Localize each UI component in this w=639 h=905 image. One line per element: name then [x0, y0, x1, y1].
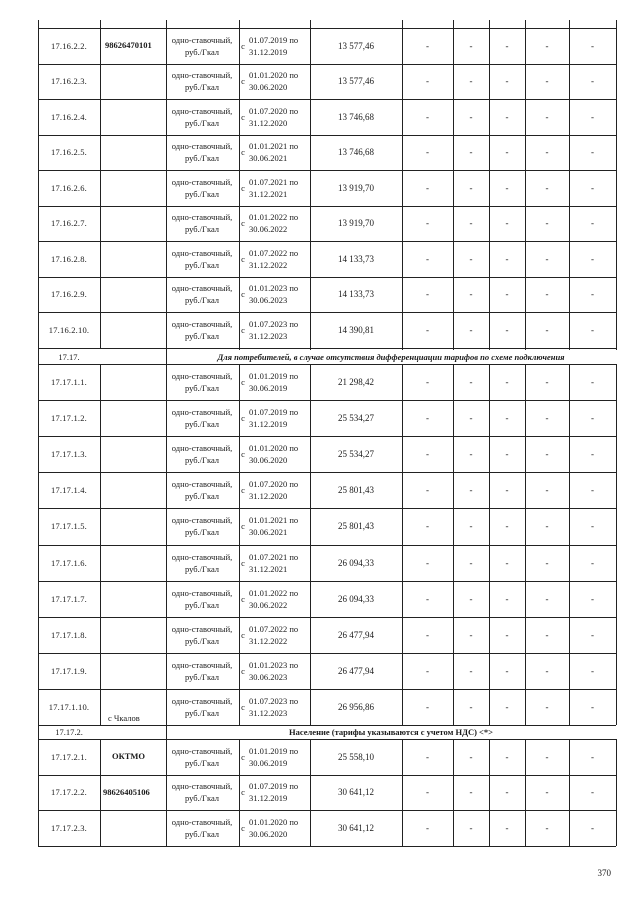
tariff-value: 26 477,94 [338, 629, 374, 640]
dash-cell: - [505, 218, 509, 229]
dash-cell: - [426, 787, 429, 798]
validity-period [239, 170, 310, 206]
row-number: 17.16.2.9. [51, 289, 87, 300]
dash-cell: - [469, 787, 473, 798]
page-number: 370 [597, 868, 611, 878]
dash-cell: - [505, 787, 509, 798]
dash-cell: - [591, 593, 594, 604]
validity-period [239, 545, 310, 581]
table-row [38, 545, 616, 581]
period-prefix: с [241, 218, 245, 229]
period-prefix: с [241, 665, 245, 676]
table-row [38, 689, 616, 725]
dash-cell: - [426, 218, 429, 229]
period-dates: 01.01.2020 по 30.06.2020 [249, 816, 299, 839]
dash-cell: - [545, 111, 549, 122]
dash-cell: - [591, 485, 594, 496]
table-row [38, 312, 616, 348]
tariff-type: одно-ставочный, руб./Гкал [171, 318, 233, 341]
dash-cell: - [426, 449, 429, 460]
dash-cell: - [591, 822, 594, 833]
grid-hline [38, 348, 616, 349]
dash-cell: - [591, 253, 594, 264]
tariff-value: 30 641,12 [338, 787, 374, 798]
dash-cell: - [469, 40, 473, 51]
dash-cell: - [545, 324, 549, 335]
tariff-value: 25 558,10 [338, 751, 374, 762]
grid-hline [38, 846, 616, 847]
dash-cell: - [505, 485, 509, 496]
tariff-type: одно-ставочный, руб./Гкал [171, 70, 233, 93]
dash-cell: - [426, 182, 429, 193]
period-prefix: с [241, 822, 245, 833]
validity-period [239, 364, 310, 400]
tariff-value: 21 298,42 [338, 377, 374, 388]
period-dates: 01.01.2023 по 30.06.2023 [249, 659, 299, 682]
dash-cell: - [591, 289, 594, 300]
period-dates: 01.01.2022 по 30.06.2022 [249, 212, 299, 235]
tariff-type: одно-ставочный, руб./Гкал [171, 34, 233, 57]
dash-cell: - [591, 521, 594, 532]
dash-cell: - [545, 377, 549, 388]
period-prefix: с [241, 521, 245, 532]
dash-cell: - [591, 324, 594, 335]
tariff-type: одно-ставочный, руб./Гкал [171, 176, 233, 199]
dash-cell: - [545, 147, 549, 158]
table-row [38, 64, 616, 100]
dash-cell: - [426, 629, 429, 640]
dash-cell: - [545, 521, 549, 532]
tariff-type: одно-ставочный, руб./Гкал [171, 587, 233, 610]
period-prefix: с [241, 147, 245, 158]
dash-cell: - [591, 218, 594, 229]
table-row [38, 508, 616, 544]
dash-cell: - [545, 593, 549, 604]
row-number: 17.17.1.4. [51, 485, 87, 496]
row-number: 17.17.1.2. [51, 413, 87, 424]
period-prefix: с [241, 787, 245, 798]
dash-cell: - [469, 413, 473, 424]
period-dates: 01.07.2022 по 31.12.2022 [249, 623, 299, 646]
row-number: 17.16.2.8. [51, 253, 87, 264]
dash-cell: - [591, 76, 594, 87]
tariff-value: 26 956,86 [338, 701, 374, 712]
dash-cell: - [505, 377, 509, 388]
section-number: 17.17. [58, 352, 80, 362]
period-prefix: с [241, 289, 245, 300]
tariff-value: 13 577,46 [338, 40, 374, 51]
grid-vline [616, 20, 617, 350]
dash-cell: - [469, 701, 473, 712]
table-row [38, 170, 616, 206]
row-number: 17.16.2.3. [51, 76, 87, 87]
dash-cell: - [545, 701, 549, 712]
dash-cell: - [469, 377, 473, 388]
dash-cell: - [591, 665, 594, 676]
oktmo-label: ОКТМО [112, 751, 145, 761]
dash-cell: - [505, 76, 509, 87]
dash-cell: - [426, 111, 429, 122]
period-dates: 01.07.2021 по 31.12.2021 [249, 551, 299, 574]
dash-cell: - [426, 485, 429, 496]
tariff-type: одно-ставочный, руб./Гкал [171, 105, 233, 128]
section-title: Население (тарифы указываются с учетом НДС) <*> [289, 727, 493, 737]
dash-cell: - [591, 751, 594, 762]
row-number: 17.16.2.10. [48, 324, 90, 335]
dash-cell: - [505, 701, 509, 712]
dash-cell: - [545, 787, 549, 798]
row-number: 17.17.1.3. [51, 449, 87, 460]
period-prefix: с [241, 40, 245, 51]
tariff-value: 13 919,70 [338, 182, 374, 193]
period-prefix: с [241, 557, 245, 568]
tariff-type: одно-ставочный, руб./Гкал [171, 407, 233, 430]
tariff-type: одно-ставочный, руб./Гкал [171, 443, 233, 466]
dash-cell: - [505, 665, 509, 676]
period-dates: 01.01.2021 по 30.06.2021 [249, 141, 299, 164]
period-dates: 01.07.2022 по 31.12.2022 [249, 247, 299, 270]
row-number: 17.17.1.8. [51, 629, 87, 640]
validity-period [239, 739, 310, 775]
dash-cell: - [426, 665, 429, 676]
row-number: 17.17.1.6. [51, 557, 87, 568]
dash-cell: - [505, 751, 509, 762]
row-number: 17.16.2.2. [51, 40, 87, 51]
tariff-value: 13 919,70 [338, 218, 374, 229]
tariff-value: 14 133,73 [338, 253, 374, 264]
dash-cell: - [505, 521, 509, 532]
dash-cell: - [545, 253, 549, 264]
dash-cell: - [426, 76, 429, 87]
tariff-value: 14 390,81 [338, 324, 374, 335]
table-row [38, 99, 616, 135]
dash-cell: - [591, 449, 594, 460]
dash-cell: - [545, 40, 549, 51]
tariff-value: 26 094,33 [338, 593, 374, 604]
row-number: 17.16.2.6. [51, 182, 87, 193]
dash-cell: - [545, 751, 549, 762]
dash-cell: - [469, 218, 473, 229]
validity-period [239, 617, 310, 653]
dash-cell: - [545, 557, 549, 568]
dash-cell: - [545, 218, 549, 229]
tariff-type: одно-ставочный, руб./Гкал [171, 247, 233, 270]
tariff-type: одно-ставочный, руб./Гкал [171, 551, 233, 574]
dash-cell: - [591, 787, 594, 798]
period-prefix: с [241, 701, 245, 712]
validity-period [239, 206, 310, 242]
row-number: 17.17.1.1. [51, 377, 87, 388]
period-prefix: с [241, 593, 245, 604]
dash-cell: - [469, 449, 473, 460]
period-prefix: с [241, 253, 245, 264]
period-dates: 01.07.2019 по 31.12.2019 [249, 407, 299, 430]
row-number: 17.17.1.7. [51, 593, 87, 604]
tariff-type: одно-ставочный, руб./Гкал [171, 371, 233, 394]
dash-cell: - [505, 822, 509, 833]
dash-cell: - [426, 253, 429, 264]
dash-cell: - [426, 521, 429, 532]
row-number: 17.17.2.3. [51, 822, 87, 833]
validity-period [239, 653, 310, 689]
dash-cell: - [469, 253, 473, 264]
table-row [38, 241, 616, 277]
tariff-type: одно-ставочный, руб./Гкал [171, 695, 233, 718]
row-number: 17.17.1.10. [48, 701, 90, 712]
dash-cell: - [545, 76, 549, 87]
dash-cell: - [591, 377, 594, 388]
validity-period [239, 775, 310, 811]
period-prefix: с [241, 485, 245, 496]
dash-cell: - [469, 521, 473, 532]
period-prefix: с [241, 324, 245, 335]
period-prefix: с [241, 413, 245, 424]
validity-period [239, 810, 310, 846]
dash-cell: - [545, 449, 549, 460]
dash-cell: - [469, 289, 473, 300]
tariff-type: одно-ставочный, руб./Гкал [171, 781, 233, 804]
dash-cell: - [505, 40, 509, 51]
tariff-value: 25 534,27 [338, 449, 374, 460]
row-number: 17.17.1.9. [51, 665, 87, 676]
tariff-type: одно-ставочный, руб./Гкал [171, 212, 233, 235]
dash-cell: - [426, 751, 429, 762]
tariff-type: одно-ставочный, руб./Гкал [171, 816, 233, 839]
tariff-type: одно-ставочный, руб./Гкал [171, 479, 233, 502]
dash-cell: - [545, 413, 549, 424]
dash-cell: - [426, 289, 429, 300]
section-title: Для потребителей, в случае отсутствия дифференциации тарифов по схеме подключения [217, 352, 565, 362]
period-dates: 01.01.2019 по 30.06.2019 [249, 745, 299, 768]
dash-cell: - [591, 629, 594, 640]
period-dates: 01.07.2023 по 31.12.2023 [249, 318, 299, 341]
dash-cell: - [469, 629, 473, 640]
table-row [38, 400, 616, 436]
dash-cell: - [469, 822, 473, 833]
dash-cell: - [426, 593, 429, 604]
row-number: 17.17.2.2. [51, 787, 87, 798]
table-row [38, 472, 616, 508]
dash-cell: - [505, 182, 509, 193]
dash-cell: - [591, 557, 594, 568]
dash-cell: - [426, 701, 429, 712]
tariff-value: 13 577,46 [338, 76, 374, 87]
validity-period [239, 581, 310, 617]
dash-cell: - [469, 557, 473, 568]
section-number: 17.17.2. [55, 727, 83, 737]
validity-period [239, 689, 310, 725]
table-row [38, 135, 616, 171]
dash-cell: - [469, 111, 473, 122]
section-header-17-17-2 [38, 725, 616, 739]
tariff-value: 25 801,43 [338, 485, 374, 496]
section-header-17-17 [38, 350, 616, 364]
period-dates: 01.01.2021 по 30.06.2021 [249, 515, 299, 538]
period-dates: 01.01.2020 по 30.06.2020 [249, 443, 299, 466]
validity-period [239, 28, 310, 64]
tariff-type: одно-ставочный, руб./Гкал [171, 515, 233, 538]
table-row [38, 277, 616, 313]
period-prefix: с [241, 182, 245, 193]
dash-cell: - [545, 822, 549, 833]
dash-cell: - [469, 324, 473, 335]
period-prefix: с [241, 111, 245, 122]
dash-cell: - [469, 485, 473, 496]
period-dates: 01.07.2023 по 31.12.2023 [249, 695, 299, 718]
tariff-type: одно-ставочный, руб./Гкал [171, 283, 233, 306]
table-row [38, 436, 616, 472]
tariff-value: 13 746,68 [338, 111, 374, 122]
dash-cell: - [505, 147, 509, 158]
period-dates: 01.01.2023 по 30.06.2023 [249, 283, 299, 306]
dash-cell: - [591, 147, 594, 158]
settlement-name: с Чкалов [108, 713, 140, 723]
dash-cell: - [545, 629, 549, 640]
table-row [38, 617, 616, 653]
dash-cell: - [469, 76, 473, 87]
oktmo-code: 98626405106 [103, 787, 150, 797]
validity-period [239, 135, 310, 171]
table-row [38, 364, 616, 400]
validity-period [239, 99, 310, 135]
tariff-type: одно-ставочный, руб./Гкал [171, 141, 233, 164]
dash-cell: - [505, 413, 509, 424]
tariff-type: одно-ставочный, руб./Гкал [171, 659, 233, 682]
table-row [38, 810, 616, 846]
validity-period [239, 436, 310, 472]
dash-cell: - [591, 701, 594, 712]
validity-period [239, 508, 310, 544]
row-number: 17.16.2.7. [51, 218, 87, 229]
period-dates: 01.01.2022 по 30.06.2022 [249, 587, 299, 610]
dash-cell: - [426, 324, 429, 335]
dash-cell: - [426, 557, 429, 568]
validity-period [239, 312, 310, 348]
tariff-value: 30 641,12 [338, 822, 374, 833]
dash-cell: - [426, 377, 429, 388]
period-prefix: с [241, 629, 245, 640]
period-dates: 01.07.2019 по 31.12.2019 [249, 34, 299, 57]
tariff-value: 26 477,94 [338, 665, 374, 676]
tariff-type: одно-ставочный, руб./Гкал [171, 745, 233, 768]
period-dates: 01.01.2019 по 30.06.2019 [249, 371, 299, 394]
dash-cell: - [426, 413, 429, 424]
tariff-value: 14 133,73 [338, 289, 374, 300]
dash-cell: - [426, 40, 429, 51]
table-row [38, 739, 616, 775]
dash-cell: - [469, 147, 473, 158]
dash-cell: - [591, 413, 594, 424]
dash-cell: - [469, 182, 473, 193]
row-number: 17.16.2.5. [51, 147, 87, 158]
row-number: 17.17.2.1. [51, 751, 87, 762]
table-row [38, 581, 616, 617]
tariff-value: 25 801,43 [338, 521, 374, 532]
dash-cell: - [591, 111, 594, 122]
period-dates: 01.07.2020 по 31.12.2020 [249, 105, 299, 128]
grid-vline [616, 364, 617, 725]
dash-cell: - [505, 253, 509, 264]
dash-cell: - [426, 822, 429, 833]
grid-vline [616, 739, 617, 846]
period-dates: 01.07.2020 по 31.12.2020 [249, 479, 299, 502]
dash-cell: - [505, 557, 509, 568]
row-number: 17.16.2.4. [51, 111, 87, 122]
validity-period [239, 64, 310, 100]
dash-cell: - [469, 593, 473, 604]
validity-period [239, 241, 310, 277]
validity-period [239, 472, 310, 508]
tariff-value: 13 746,68 [338, 147, 374, 158]
dash-cell: - [545, 665, 549, 676]
dash-cell: - [505, 593, 509, 604]
table-row [38, 28, 616, 64]
period-dates: 01.07.2019 по 31.12.2019 [249, 781, 299, 804]
dash-cell: - [591, 40, 594, 51]
dash-cell: - [545, 182, 549, 193]
okato-code: 98626470101 [105, 40, 152, 50]
period-dates: 01.01.2020 по 30.06.2020 [249, 70, 299, 93]
validity-period [239, 400, 310, 436]
period-prefix: с [241, 76, 245, 87]
period-prefix: с [241, 377, 245, 388]
table-row [38, 206, 616, 242]
dash-cell: - [505, 324, 509, 335]
dash-cell: - [545, 289, 549, 300]
validity-period [239, 277, 310, 313]
dash-cell: - [469, 751, 473, 762]
tariff-value: 25 534,27 [338, 413, 374, 424]
dash-cell: - [505, 449, 509, 460]
tariff-type: одно-ставочный, руб./Гкал [171, 623, 233, 646]
dash-cell: - [591, 182, 594, 193]
tariff-value: 26 094,33 [338, 557, 374, 568]
period-dates: 01.07.2021 по 31.12.2021 [249, 176, 299, 199]
dash-cell: - [505, 629, 509, 640]
row-number: 17.17.1.5. [51, 521, 87, 532]
dash-cell: - [505, 111, 509, 122]
table-row [38, 653, 616, 689]
dash-cell: - [545, 485, 549, 496]
dash-cell: - [505, 289, 509, 300]
dash-cell: - [469, 665, 473, 676]
period-prefix: с [241, 751, 245, 762]
table-row [38, 775, 616, 811]
dash-cell: - [426, 147, 429, 158]
period-prefix: с [241, 449, 245, 460]
